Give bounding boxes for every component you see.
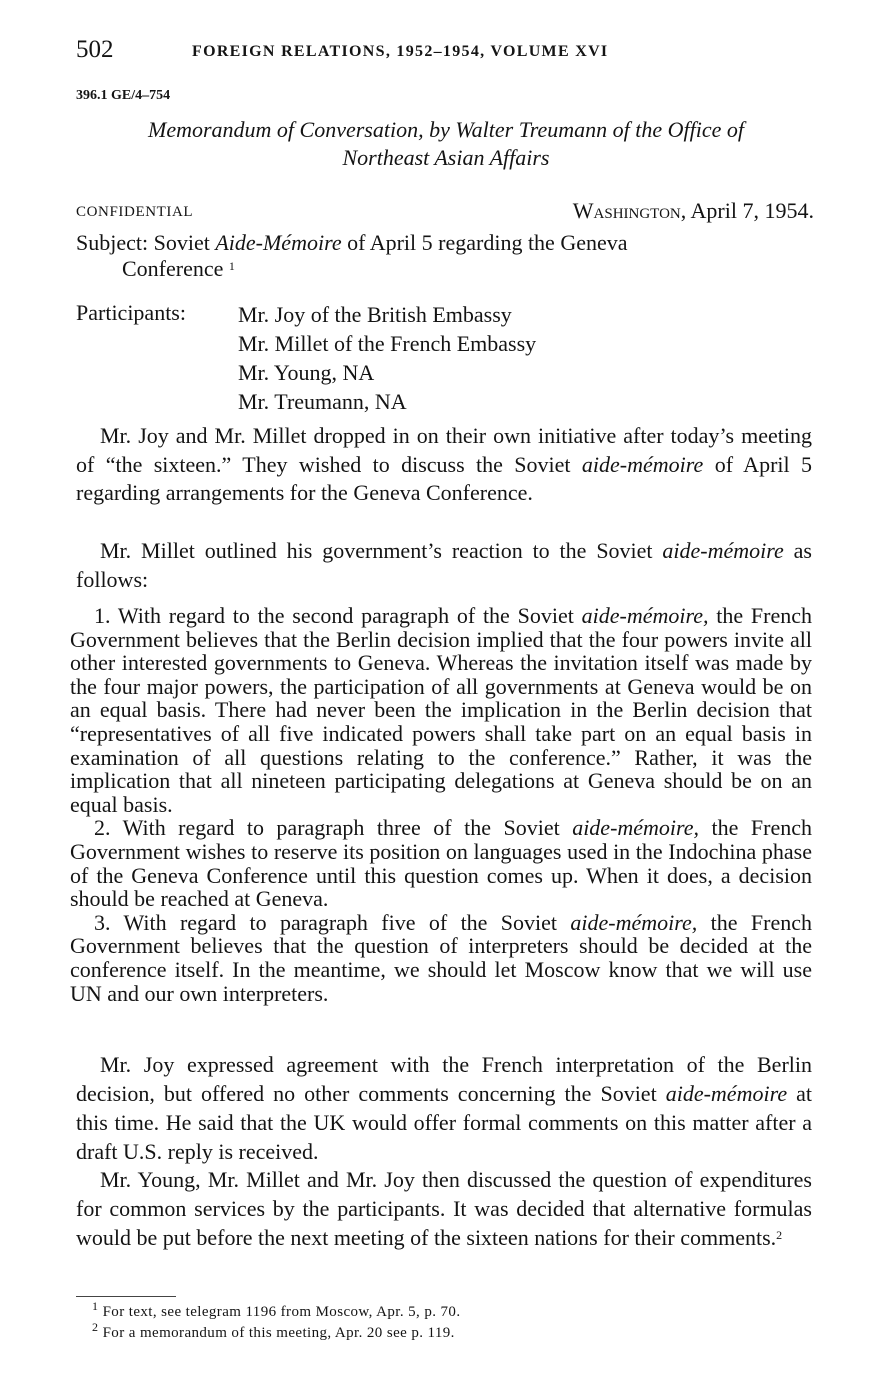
subject-text-b: of April 5 regarding the Geneva (347, 230, 628, 255)
participants-label: Participants: (76, 300, 186, 325)
body-paragraph-1 (76, 422, 812, 508)
footnote-ref-2: 2 (776, 1228, 783, 1242)
participant: Mr. Millet of the French Embassy (238, 331, 537, 356)
footnote-2 (92, 1320, 455, 1342)
footnote-mark: 1 (92, 1299, 99, 1313)
item1-text-a: 1. With regard to the second paragraph of the Soviet (94, 603, 574, 628)
list-item-3 (70, 911, 812, 1005)
item2-text-b: the French Government wishes to reserve its position on languages used in the Indochina phase of the Geneva Conference until this question comes up. When it does, a decision should be reached at Geneva. (70, 815, 812, 912)
dateline-place: Washington, (572, 198, 687, 223)
body-paragraph-3 (76, 1050, 812, 1166)
p2-text-a: Mr. Millet outlined his government’s reaction to the Soviet (100, 538, 653, 563)
p3-text-b: at this time. He said that the UK would offer formal comments on this matter after a draft U.S. reply is received. (76, 1081, 813, 1164)
item1-text-b: the French Government believes that the Berlin decision implied that the four powers invite all other interested governments to Geneva. Whereas the invitation itself was made by the four major powers, the participation of all governments at Geneva would be on an equal basis. There had never been the implication in the Berlin decision that “representatives of all five indicated powers shall take part on an equal basis in examination of all questions relating to the conference.” Rather, it was the implication that all nineteen participating delegations at Geneva should be on an equal basis. (70, 603, 813, 817)
list-item-2 (70, 816, 812, 910)
item3-term: aide-mémoire, (570, 909, 698, 935)
p1-text-b: of April 5 regarding arrangements for the Geneva Conference. (76, 451, 813, 505)
document-title (76, 116, 816, 172)
subject-text-c: Conference (122, 256, 224, 281)
item2-term: aide-mémoire, (572, 815, 700, 841)
item2-text-a: 2. With regard to paragraph three of the Soviet (94, 815, 560, 841)
file-number: 396.1 GE/4–754 (76, 88, 171, 103)
p1-text-a: Mr. Joy and Mr. Millet dropped in on their own initiative after today’s meeting of “the sixteen.” They wished to discuss the Soviet (76, 423, 812, 477)
subject-continuation (76, 256, 812, 282)
title-line-1: Memorandum of Conversation, by Walter Treumann of the Office of (148, 117, 744, 142)
participants-list (238, 300, 536, 416)
participant: Mr. Joy of the British Embassy (238, 302, 512, 327)
footnote-mark: 2 (92, 1320, 99, 1334)
p4-text: Mr. Young, Mr. Millet and Mr. Joy then discussed the question of expenditures for common services by the participants. It was decided that alternative formulas would be put before the next meeting of the sixteen nations for their comments. (76, 1167, 812, 1250)
p3-text-a: Mr. Joy expressed agreement with the French interpretation of the Berlin decision, but offered no other comments concerning the Soviet (76, 1052, 812, 1106)
classification-label: CONFIDENTIAL (76, 204, 194, 220)
footnote-text: For a memorandum of this meeting, Apr. 20 see p. 119. (102, 1325, 455, 1341)
item3-text-a: 3. With regard to paragraph five of the Soviet (94, 909, 558, 935)
dateline-date: April 7, 1954. (690, 198, 814, 223)
title-line-2: Northeast Asian Affairs (342, 145, 550, 170)
p2-text-b: as follows: (76, 538, 812, 592)
footnote-text: For text, see telegram 1196 from Moscow, Apr. 5, p. 70. (102, 1304, 461, 1320)
body-paragraph-4 (76, 1165, 812, 1252)
footnote-ref-1: 1 (228, 259, 235, 273)
item1-term: aide-mémoire, (581, 603, 709, 628)
subject-line (76, 230, 812, 282)
participant: Mr. Young, NA (238, 360, 375, 385)
numbered-list (70, 604, 812, 1005)
page-number: 502 (76, 36, 114, 63)
p1-term: aide-mémoire (581, 451, 704, 477)
subject-text-a: Soviet (153, 230, 210, 255)
p2-term: aide-mémoire (662, 538, 784, 563)
subject-label: Subject: (76, 230, 149, 255)
footnote-divider (76, 1296, 176, 1297)
footnote-1 (92, 1299, 461, 1321)
subject-term: Aide-Mémoire (215, 230, 342, 255)
item3-text-b: the French Government believes that the question of interpreters should be decided at the conference itself. In the meantime, we should let Moscow know that we will use UN and our own interpreters. (70, 909, 813, 1006)
dateline (573, 198, 814, 224)
p3-term: aide-mémoire (665, 1081, 788, 1106)
running-head-title: FOREIGN RELATIONS, 1952–1954, VOLUME XVI (192, 43, 609, 60)
list-item-1 (70, 604, 812, 816)
body-paragraph-2 (76, 537, 812, 594)
participant: Mr. Treumann, NA (238, 389, 407, 414)
running-header (76, 36, 820, 66)
